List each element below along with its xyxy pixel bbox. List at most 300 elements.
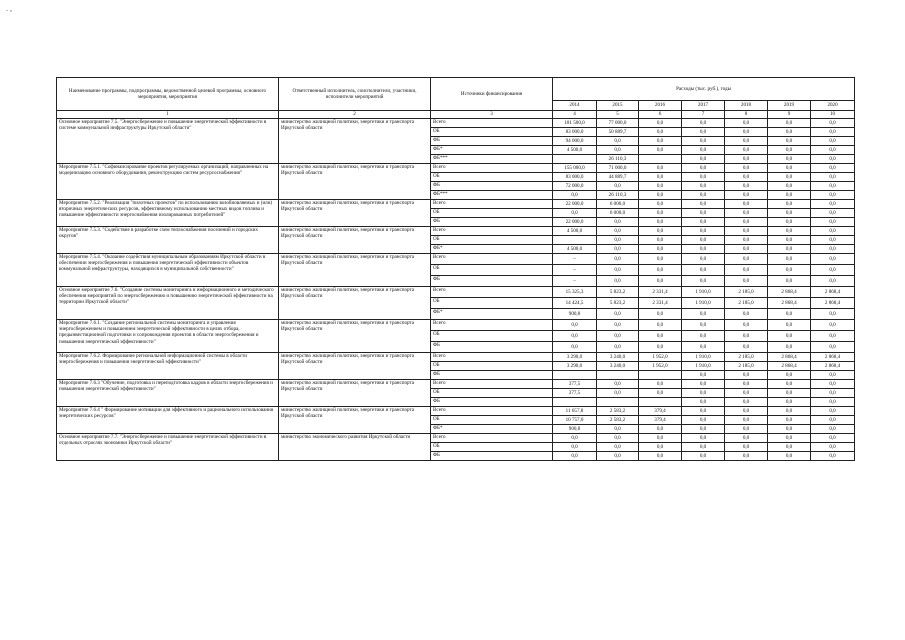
funding-source: ФБ	[431, 276, 553, 287]
activity-name: Мероприятие 7.5.2. "Реализация "пилотных проектов" по использованию возобновляемых и (или) вторичных энергетических ресурсов, эффективному использованию местных видов топлива и повышение эффективности энергоснабжения изолированных потребителей"	[57, 200, 279, 227]
amount-cell: 0,0	[768, 398, 811, 407]
activity-executor: министерство жилищной политики, энергетики и транспорта Иркутской области	[279, 119, 431, 164]
amount-cell: 0,0	[768, 434, 811, 443]
amount-cell: 0,0	[639, 200, 682, 209]
amount-cell: 0,0	[725, 416, 768, 425]
amount-cell: 0,0	[725, 227, 768, 236]
amount-cell	[639, 371, 682, 380]
financing-table	[56, 77, 855, 461]
amount-cell: 0,0	[725, 146, 768, 155]
amount-cell: 0,0	[639, 265, 682, 276]
funding-source: ОБ	[431, 265, 553, 276]
column-number: 2	[279, 111, 431, 119]
funding-source: ОБ	[431, 209, 553, 218]
activity-name: Основное мероприятие 7.7. "Энергосбережение и повышение энергетической эффективности в отдельных отраслях экономики Иркутской области"	[57, 434, 279, 461]
amount-cell	[639, 398, 682, 407]
amount-cell	[639, 155, 682, 164]
funding-source: ФБ	[431, 182, 553, 191]
table-row	[57, 200, 855, 209]
amount-cell: 0,0	[811, 371, 855, 380]
amount-cell: 0,0	[597, 434, 639, 443]
amount-cell: 0,0	[597, 236, 639, 245]
amount-cell: 3 290,0	[553, 353, 597, 362]
activity-name: Основное мероприятие 7.5. "Энергосбережение и повышение энергетической эффективности в системе коммунальной инфраструктуры Иркутской области"	[57, 119, 279, 164]
table-row	[57, 380, 855, 389]
amount-cell: 155 000,0	[553, 164, 597, 173]
table-row	[57, 320, 855, 331]
amount-cell: 83 000,0	[553, 128, 597, 137]
funding-source: Всего	[431, 407, 553, 416]
amount-cell: 0,0	[725, 245, 768, 254]
amount-cell: 1 952,0	[639, 362, 682, 371]
amount-cell: 0,0	[725, 434, 768, 443]
column-number: 10	[811, 111, 855, 119]
amount-cell: 0,0	[639, 331, 682, 342]
column-number: 9	[768, 111, 811, 119]
amount-cell: 0,0	[639, 320, 682, 331]
amount-cell: 0,0	[725, 218, 768, 227]
amount-cell: 14 424,5	[553, 298, 597, 309]
funding-source: ОБ	[431, 331, 553, 342]
amount-cell: 1 952,0	[639, 353, 682, 362]
amount-cell: 377,5	[553, 389, 597, 398]
amount-cell: 0,0	[682, 146, 725, 155]
amount-cell: 0,0	[811, 254, 855, 265]
column-number: 6	[639, 111, 682, 119]
amount-cell: 2 868,4	[811, 287, 855, 298]
amount-cell: 0,0	[682, 128, 725, 137]
amount-cell: 0,0	[639, 236, 682, 245]
amount-cell: 0,0	[639, 389, 682, 398]
amount-cell: 1 910,0	[682, 362, 725, 371]
amount-cell: 0,0	[768, 146, 811, 155]
amount-cell: 2 583,2	[597, 416, 639, 425]
amount-cell: 0,0	[682, 425, 725, 434]
header-source: Источники финансирования	[431, 78, 553, 111]
amount-cell: 0,0	[639, 309, 682, 320]
amount-cell: 72 000,0	[553, 182, 597, 191]
amount-cell: 0,0	[682, 191, 725, 200]
amount-cell: 377,5	[553, 380, 597, 389]
amount-cell: 0,0	[682, 443, 725, 452]
amount-cell: 2 868,4	[811, 353, 855, 362]
amount-cell: 0,0	[597, 320, 639, 331]
amount-cell: 0,0	[768, 443, 811, 452]
amount-cell: 0,0	[553, 434, 597, 443]
amount-cell: 900,8	[553, 309, 597, 320]
amount-cell: 0,0	[725, 276, 768, 287]
activity-executor: министерство жилищной политики, энергетики и транспорта Иркутской области	[279, 320, 431, 353]
amount-cell: 0,0	[811, 443, 855, 452]
amount-cell: 5 823,2	[597, 298, 639, 309]
amount-cell: 0,0	[811, 380, 855, 389]
funding-source: ФБ*	[431, 309, 553, 320]
amount-cell: 0,0	[768, 227, 811, 236]
amount-cell: 0,0	[768, 128, 811, 137]
amount-cell: 0,0	[682, 309, 725, 320]
amount-cell: 83 000,0	[553, 173, 597, 182]
amount-cell: 0,0	[682, 331, 725, 342]
activity-executor: министерство жилищной политики, энергетики и транспорта Иркутской области	[279, 380, 431, 407]
amount-cell: 0,0	[597, 146, 639, 155]
amount-cell: 0,0	[639, 137, 682, 146]
amount-cell: 0,0	[597, 218, 639, 227]
amount-cell: 0,0	[768, 320, 811, 331]
amount-cell: 0,0	[811, 276, 855, 287]
funding-source: ОБ	[431, 173, 553, 182]
activity-executor: министерство экономического развития Иркутской области	[279, 434, 431, 461]
amount-cell: 4 500,0	[553, 146, 597, 155]
amount-cell: 26 110,3	[597, 155, 639, 164]
amount-cell: 0,0	[553, 191, 597, 200]
amount-cell: –	[553, 276, 597, 287]
funding-source: ОБ	[431, 416, 553, 425]
amount-cell: 2 868,4	[811, 298, 855, 309]
funding-source: Всего	[431, 254, 553, 265]
amount-cell: 2 185,0	[725, 362, 768, 371]
amount-cell: 0,0	[639, 191, 682, 200]
amount-cell: 0,0	[639, 380, 682, 389]
funding-source: ФБ	[431, 398, 553, 407]
amount-cell: 0,0	[725, 173, 768, 182]
amount-cell: 0,0	[811, 164, 855, 173]
amount-cell: 0,0	[639, 276, 682, 287]
amount-cell: 3 240,0	[597, 362, 639, 371]
table-row	[57, 164, 855, 173]
column-number: 4	[553, 111, 597, 119]
amount-cell: 0,0	[682, 119, 725, 128]
funding-source: ФБ	[431, 342, 553, 353]
funding-source: ФБ	[431, 371, 553, 380]
amount-cell: 0,0	[811, 128, 855, 137]
amount-cell: 0,0	[682, 218, 725, 227]
amount-cell: 26 110,3	[597, 191, 639, 200]
amount-cell: 0,0	[811, 398, 855, 407]
amount-cell: 0,0	[768, 276, 811, 287]
amount-cell	[597, 398, 639, 407]
funding-source: Всего	[431, 434, 553, 443]
amount-cell: 0,0	[768, 236, 811, 245]
funding-source: Всего	[431, 227, 553, 236]
activity-name: Мероприятие 7.6.2. Формирование региональной информационной системы в области энергосбережения и повышения энергетической эффективности"	[57, 353, 279, 380]
amount-cell: 1 910,0	[682, 353, 725, 362]
amount-cell: 0,0	[682, 452, 725, 461]
amount-cell: 4 500,0	[553, 227, 597, 236]
amount-cell: 0,0	[768, 389, 811, 398]
amount-cell: 0,0	[597, 380, 639, 389]
header-name: Наименование программы, подпрограммы, ведомственной целевой программы, основного мероприятия, мероприятия	[57, 78, 279, 111]
funding-source: Всего	[431, 287, 553, 298]
amount-cell: 0,0	[682, 407, 725, 416]
column-number: 1	[57, 111, 279, 119]
amount-cell: 0,0	[811, 245, 855, 254]
amount-cell: 0,0	[682, 276, 725, 287]
table-row	[57, 407, 855, 416]
amount-cell: 0,0	[682, 209, 725, 218]
amount-cell: 6 000,0	[597, 209, 639, 218]
activity-name: Мероприятие 7.6.1. "Создание региональной системы мониторинга и управления энергосбережением и повышением энергетической эффективности в целях отбора, предынвестиционной подготовки и сопровождения проектов в области энергосбережения и повышения энергетической эффективности"	[57, 320, 279, 353]
activity-name: Мероприятие 7.5.1. "Софинансирование проектов регулируемых организаций, направленных на модернизацию основного оборудования, реконструкцию систем ресурсоснабжения"	[57, 164, 279, 200]
amount-cell: 0,0	[597, 227, 639, 236]
amount-cell: 0,0	[811, 200, 855, 209]
table-row	[57, 254, 855, 265]
amount-cell: 0,0	[682, 164, 725, 173]
amount-cell: 0,0	[597, 342, 639, 353]
header-year: 2018	[725, 101, 768, 111]
amount-cell: 0,0	[811, 320, 855, 331]
funding-source: ФБ	[431, 452, 553, 461]
amount-cell: 0,0	[682, 155, 725, 164]
amount-cell: 0,0	[811, 146, 855, 155]
amount-cell: 22 000,0	[553, 218, 597, 227]
amount-cell: 2 331,4	[639, 298, 682, 309]
amount-cell: 0,0	[725, 331, 768, 342]
amount-cell: 0,0	[768, 407, 811, 416]
amount-cell: 0,0	[725, 137, 768, 146]
amount-cell: 0,0	[682, 182, 725, 191]
amount-cell: –	[553, 265, 597, 276]
amount-cell: 0,0	[639, 164, 682, 173]
amount-cell: 181 500,0	[553, 119, 597, 128]
amount-cell: 3 290,0	[553, 362, 597, 371]
amount-cell: 2 868,4	[811, 362, 855, 371]
amount-cell: 0,0	[725, 407, 768, 416]
header-expenses: Расходы (тыс. руб.), годы	[553, 78, 855, 101]
amount-cell: 0,0	[811, 119, 855, 128]
activity-executor: министерство жилищной политики, энергетики и транспорта Иркутской области	[279, 407, 431, 434]
amount-cell: 0,0	[768, 182, 811, 191]
table-row	[57, 119, 855, 128]
amount-cell: 0,0	[682, 254, 725, 265]
amount-cell: 0,0	[682, 398, 725, 407]
amount-cell: 0,0	[597, 331, 639, 342]
amount-cell: 0,0	[639, 173, 682, 182]
activity-executor: министерство жилищной политики, энергетики и транспорта Иркутской области	[279, 227, 431, 254]
amount-cell: 0,0	[553, 452, 597, 461]
amount-cell: 0,0	[811, 191, 855, 200]
amount-cell: 0,0	[725, 200, 768, 209]
amount-cell: 0,0	[682, 389, 725, 398]
activity-executor: министерство жилищной политики, энергетики и транспорта Иркутской области	[279, 164, 431, 200]
amount-cell: 0,0	[768, 425, 811, 434]
amount-cell: 0,0	[639, 128, 682, 137]
amount-cell: 0,0	[682, 200, 725, 209]
column-number: 8	[725, 111, 768, 119]
header-year: 2020	[811, 101, 855, 111]
amount-cell: 0,0	[597, 389, 639, 398]
column-number: 5	[597, 111, 639, 119]
amount-cell: 22 000,0	[553, 200, 597, 209]
amount-cell: 10 757,0	[553, 416, 597, 425]
activity-name: Основное мероприятие 7.6. "Создание системы мониторинга и информационного и методического обеспечения мероприятий по энергосбережению и повышению энергетической эффективности на территории Иркутской области"	[57, 287, 279, 320]
header-number-row	[57, 111, 855, 119]
funding-source: Всего	[431, 164, 553, 173]
amount-cell: 0,0	[811, 407, 855, 416]
amount-cell: 0,0	[811, 425, 855, 434]
funding-source: ОБ	[431, 389, 553, 398]
amount-cell: 0,0	[725, 164, 768, 173]
amount-cell: 0,0	[553, 342, 597, 353]
amount-cell: 1 910,0	[682, 287, 725, 298]
amount-cell: 0,0	[811, 173, 855, 182]
amount-cell: 0,0	[768, 191, 811, 200]
header-year: 2016	[639, 101, 682, 111]
funding-source: ФБ*	[431, 245, 553, 254]
amount-cell: 0,0	[768, 416, 811, 425]
table-row	[57, 353, 855, 362]
amount-cell: 0,0	[725, 236, 768, 245]
amount-cell: 0,0	[725, 342, 768, 353]
amount-cell: 0,0	[768, 342, 811, 353]
activity-executor: министерство жилищной политики, энергетики и транспорта Иркутской области	[279, 254, 431, 287]
amount-cell: 0,0	[553, 443, 597, 452]
table-row	[57, 287, 855, 298]
amount-cell: 0,0	[768, 265, 811, 276]
amount-cell: 0,0	[639, 443, 682, 452]
amount-cell: 0,0	[639, 245, 682, 254]
amount-cell: 0,0	[682, 380, 725, 389]
amount-cell: 0,0	[597, 182, 639, 191]
funding-source: ОБ	[431, 128, 553, 137]
funding-source: Всего	[431, 353, 553, 362]
amount-cell: 0,0	[639, 254, 682, 265]
funding-source: ФБ*	[431, 425, 553, 434]
amount-cell: 0,0	[682, 137, 725, 146]
amount-cell: 0,0	[768, 331, 811, 342]
amount-cell: 0,0	[682, 245, 725, 254]
header-year: 2014	[553, 101, 597, 111]
funding-source: Всего	[431, 380, 553, 389]
amount-cell: 0,0	[725, 265, 768, 276]
activity-name: Мероприятие 7.6.4 " Формирование мотивации для эффективного и рационального использования энергетических ресурсов"	[57, 407, 279, 434]
table-row	[57, 227, 855, 236]
amount-cell: 2 185,0	[725, 287, 768, 298]
funding-source: ФБ***	[431, 191, 553, 200]
amount-cell: 0,0	[768, 164, 811, 173]
column-number: 7	[682, 111, 725, 119]
amount-cell: 0,0	[768, 371, 811, 380]
corner-mark: . ,	[6, 4, 12, 13]
amount-cell: 0,0	[597, 309, 639, 320]
amount-cell	[553, 155, 597, 164]
amount-cell: 900,8	[553, 425, 597, 434]
amount-cell: 0,0	[597, 265, 639, 276]
amount-cell: 0,0	[682, 173, 725, 182]
funding-source: ФБ***	[431, 155, 553, 164]
funding-source: ФБ	[431, 137, 553, 146]
amount-cell: 0,0	[597, 276, 639, 287]
activity-name: Мероприятие 7.5.4. "Оказание содействия муниципальным образованиям Иркутской области в обеспечении энергосбережения и повышения энергетической эффективности объектов коммунальной инфраструктуры, находящихся в муниципальной собственности"	[57, 254, 279, 287]
table-row	[57, 434, 855, 443]
amount-cell: 0,0	[682, 227, 725, 236]
amount-cell: 0,0	[639, 425, 682, 434]
funding-source: ОБ	[431, 298, 553, 309]
amount-cell	[553, 398, 597, 407]
amount-cell: 0,0	[811, 389, 855, 398]
amount-cell: 0,0	[768, 137, 811, 146]
amount-cell: 2 331,4	[639, 287, 682, 298]
amount-cell: 0,0	[682, 265, 725, 276]
amount-cell: 0,0	[725, 209, 768, 218]
funding-source: ОБ	[431, 443, 553, 452]
amount-cell: 5 823,2	[597, 287, 639, 298]
amount-cell: 0,0	[811, 434, 855, 443]
amount-cell: 2 868,4	[768, 362, 811, 371]
funding-source: Всего	[431, 200, 553, 209]
amount-cell: 0,0	[597, 443, 639, 452]
amount-cell: 0,0	[768, 218, 811, 227]
amount-cell: 0,0	[682, 416, 725, 425]
amount-cell: 0,0	[597, 245, 639, 254]
amount-cell: 0,0	[811, 182, 855, 191]
amount-cell: 0,0	[768, 173, 811, 182]
amount-cell: 0,0	[811, 218, 855, 227]
header-executor: Ответственный исполнитель, соисполнители, участники, исполнители мероприятий	[279, 78, 431, 111]
amount-cell: 0,0	[811, 309, 855, 320]
amount-cell: 0,0	[597, 254, 639, 265]
amount-cell: 0,0	[811, 265, 855, 276]
amount-cell: 3 240,0	[597, 353, 639, 362]
amount-cell: 94 000,0	[553, 137, 597, 146]
amount-cell: 0,0	[682, 236, 725, 245]
amount-cell: 0,0	[768, 309, 811, 320]
amount-cell: 0,0	[811, 331, 855, 342]
amount-cell: 0,0	[682, 371, 725, 380]
header-year: 2019	[768, 101, 811, 111]
amount-cell: 77 000,0	[597, 119, 639, 128]
activity-executor: министерство жилищной политики, энергетики и транспорта Иркутской области	[279, 353, 431, 380]
amount-cell: 0,0	[682, 434, 725, 443]
amount-cell: 2 868,4	[768, 287, 811, 298]
amount-cell: 4 500,0	[553, 245, 597, 254]
amount-cell: 0,0	[639, 342, 682, 353]
amount-cell: 0,0	[597, 425, 639, 434]
funding-source: ОБ	[431, 236, 553, 245]
amount-cell: 44 889,7	[597, 173, 639, 182]
amount-cell: 0,0	[768, 119, 811, 128]
amount-cell: 0,0	[811, 452, 855, 461]
amount-cell: 0,0	[725, 398, 768, 407]
amount-cell: 15 325,3	[553, 287, 597, 298]
amount-cell: 2 868,4	[768, 298, 811, 309]
amount-cell	[597, 371, 639, 380]
amount-cell: 0,0	[639, 146, 682, 155]
amount-cell: 50 889,7	[597, 128, 639, 137]
amount-cell: 0,0	[811, 137, 855, 146]
header-year: 2017	[682, 101, 725, 111]
amount-cell: 0,0	[725, 443, 768, 452]
amount-cell: 0,0	[768, 452, 811, 461]
amount-cell: 71 000,0	[597, 164, 639, 173]
amount-cell: 0,0	[725, 309, 768, 320]
funding-source: ФБ	[431, 218, 553, 227]
amount-cell: 1 910,0	[682, 298, 725, 309]
amount-cell: 0,0	[768, 245, 811, 254]
amount-cell: 0,0	[639, 119, 682, 128]
amount-cell: 0,0	[768, 209, 811, 218]
amount-cell: 0,0	[725, 182, 768, 191]
amount-cell: 0,0	[725, 371, 768, 380]
amount-cell: 0,0	[725, 380, 768, 389]
table-body	[57, 119, 855, 461]
amount-cell: 0,0	[597, 452, 639, 461]
activity-name: Мероприятие 7.5.3. "Содействие в разработке схем теплоснабжения поселений и городских округов"	[57, 227, 279, 254]
amount-cell: 0,0	[768, 254, 811, 265]
amount-cell: 0,0	[725, 425, 768, 434]
amount-cell: 0,0	[682, 342, 725, 353]
activity-name: Мероприятие 7.6.3 "Обучение, подготовка и переподготовка кадров в области энергосбережения и повышения энергетической эффективности"	[57, 380, 279, 407]
amount-cell: 0,0	[811, 416, 855, 425]
